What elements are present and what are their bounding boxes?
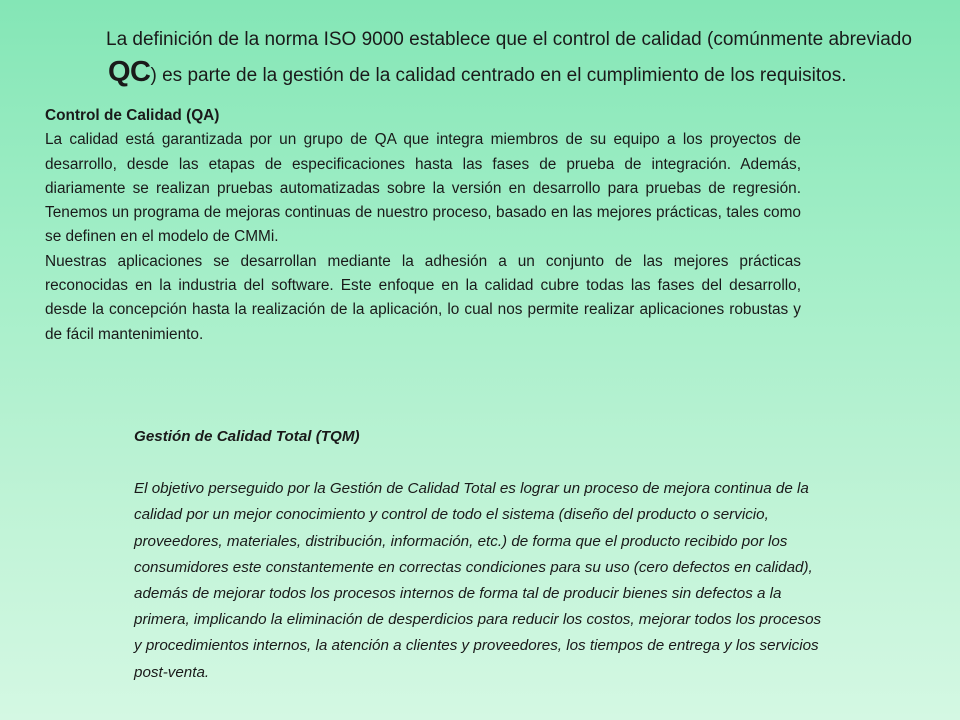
intro-paragraph	[106, 24, 946, 92]
tqm-line: proveedores, materiales, distribución, información, etc.) de forma que el producto recibido por los	[134, 532, 788, 550]
qa-paragraph-1a: La calidad está garantizada por un grupo de QA que integra miembros de su equipo a los proyectos de desarrollo, desde las etapas de especificaciones hasta las fases de prueba de integración. Además, diariamente se realizan pruebas automatizadas sobre la versión en desarrollo para pruebas de regresión.	[45, 131, 801, 197]
qa-title: Control de Calidad (QA)	[45, 107, 220, 124]
qa-section	[45, 104, 801, 347]
tqm-line: El objetivo perseguido por la Gestión de Calidad Total es lograr un proceso de mejora continua de la	[134, 480, 809, 498]
tqm-line: post-venta.	[134, 663, 210, 681]
qc-abbreviation: QC	[108, 56, 151, 88]
tqm-paragraph	[134, 476, 934, 686]
tqm-line: calidad por un mejor conocimiento y control de todo el sistema (diseño del producto o servicio,	[134, 506, 769, 524]
tqm-section	[134, 424, 934, 686]
qa-paragraph-2: Nuestras aplicaciones se desarrollan mediante la adhesión a un conjunto de las mejores prácticas reconocidas en la industria del software. Este enfoque en la calidad cubre todas las fases del desarrollo, desde la concepción hasta la realización de la aplicación, lo cual nos permite realizar aplicaciones robustas y de fácil mantenimiento.	[45, 252, 801, 343]
tqm-line: primera, implicando la eliminación de desperdicios para reducir los costos, mejorar todos los procesos	[134, 611, 822, 629]
intro-line-1: La definición de la norma ISO 9000 establece que el control de calidad (comúnmente abreviado	[106, 29, 912, 50]
tqm-line: y procedimientos internos, la atención a clientes y proveedores, los tiempos de entrega y los servicios	[134, 637, 819, 655]
tqm-line: consumidores este constantemente en correctas condiciones para su uso (cero defectos en calidad),	[134, 558, 813, 576]
tqm-spacer	[134, 450, 934, 476]
intro-line-2-text: ) es parte de la gestión de la calidad centrado en el cumplimiento de los requisitos.	[150, 65, 847, 86]
qa-paragraph-1b: Tenemos un programa de mejoras continuas de nuestro proceso, basado en las mejores prácticas, tales como se definen en el modelo de CMMi.	[45, 204, 801, 246]
tqm-title: Gestión de Calidad Total (TQM)	[134, 428, 360, 445]
intro-line-2	[106, 56, 946, 92]
tqm-line: además de mejorar todos los procesos internos de forma tal de producir bienes sin defectos a la	[134, 585, 782, 603]
